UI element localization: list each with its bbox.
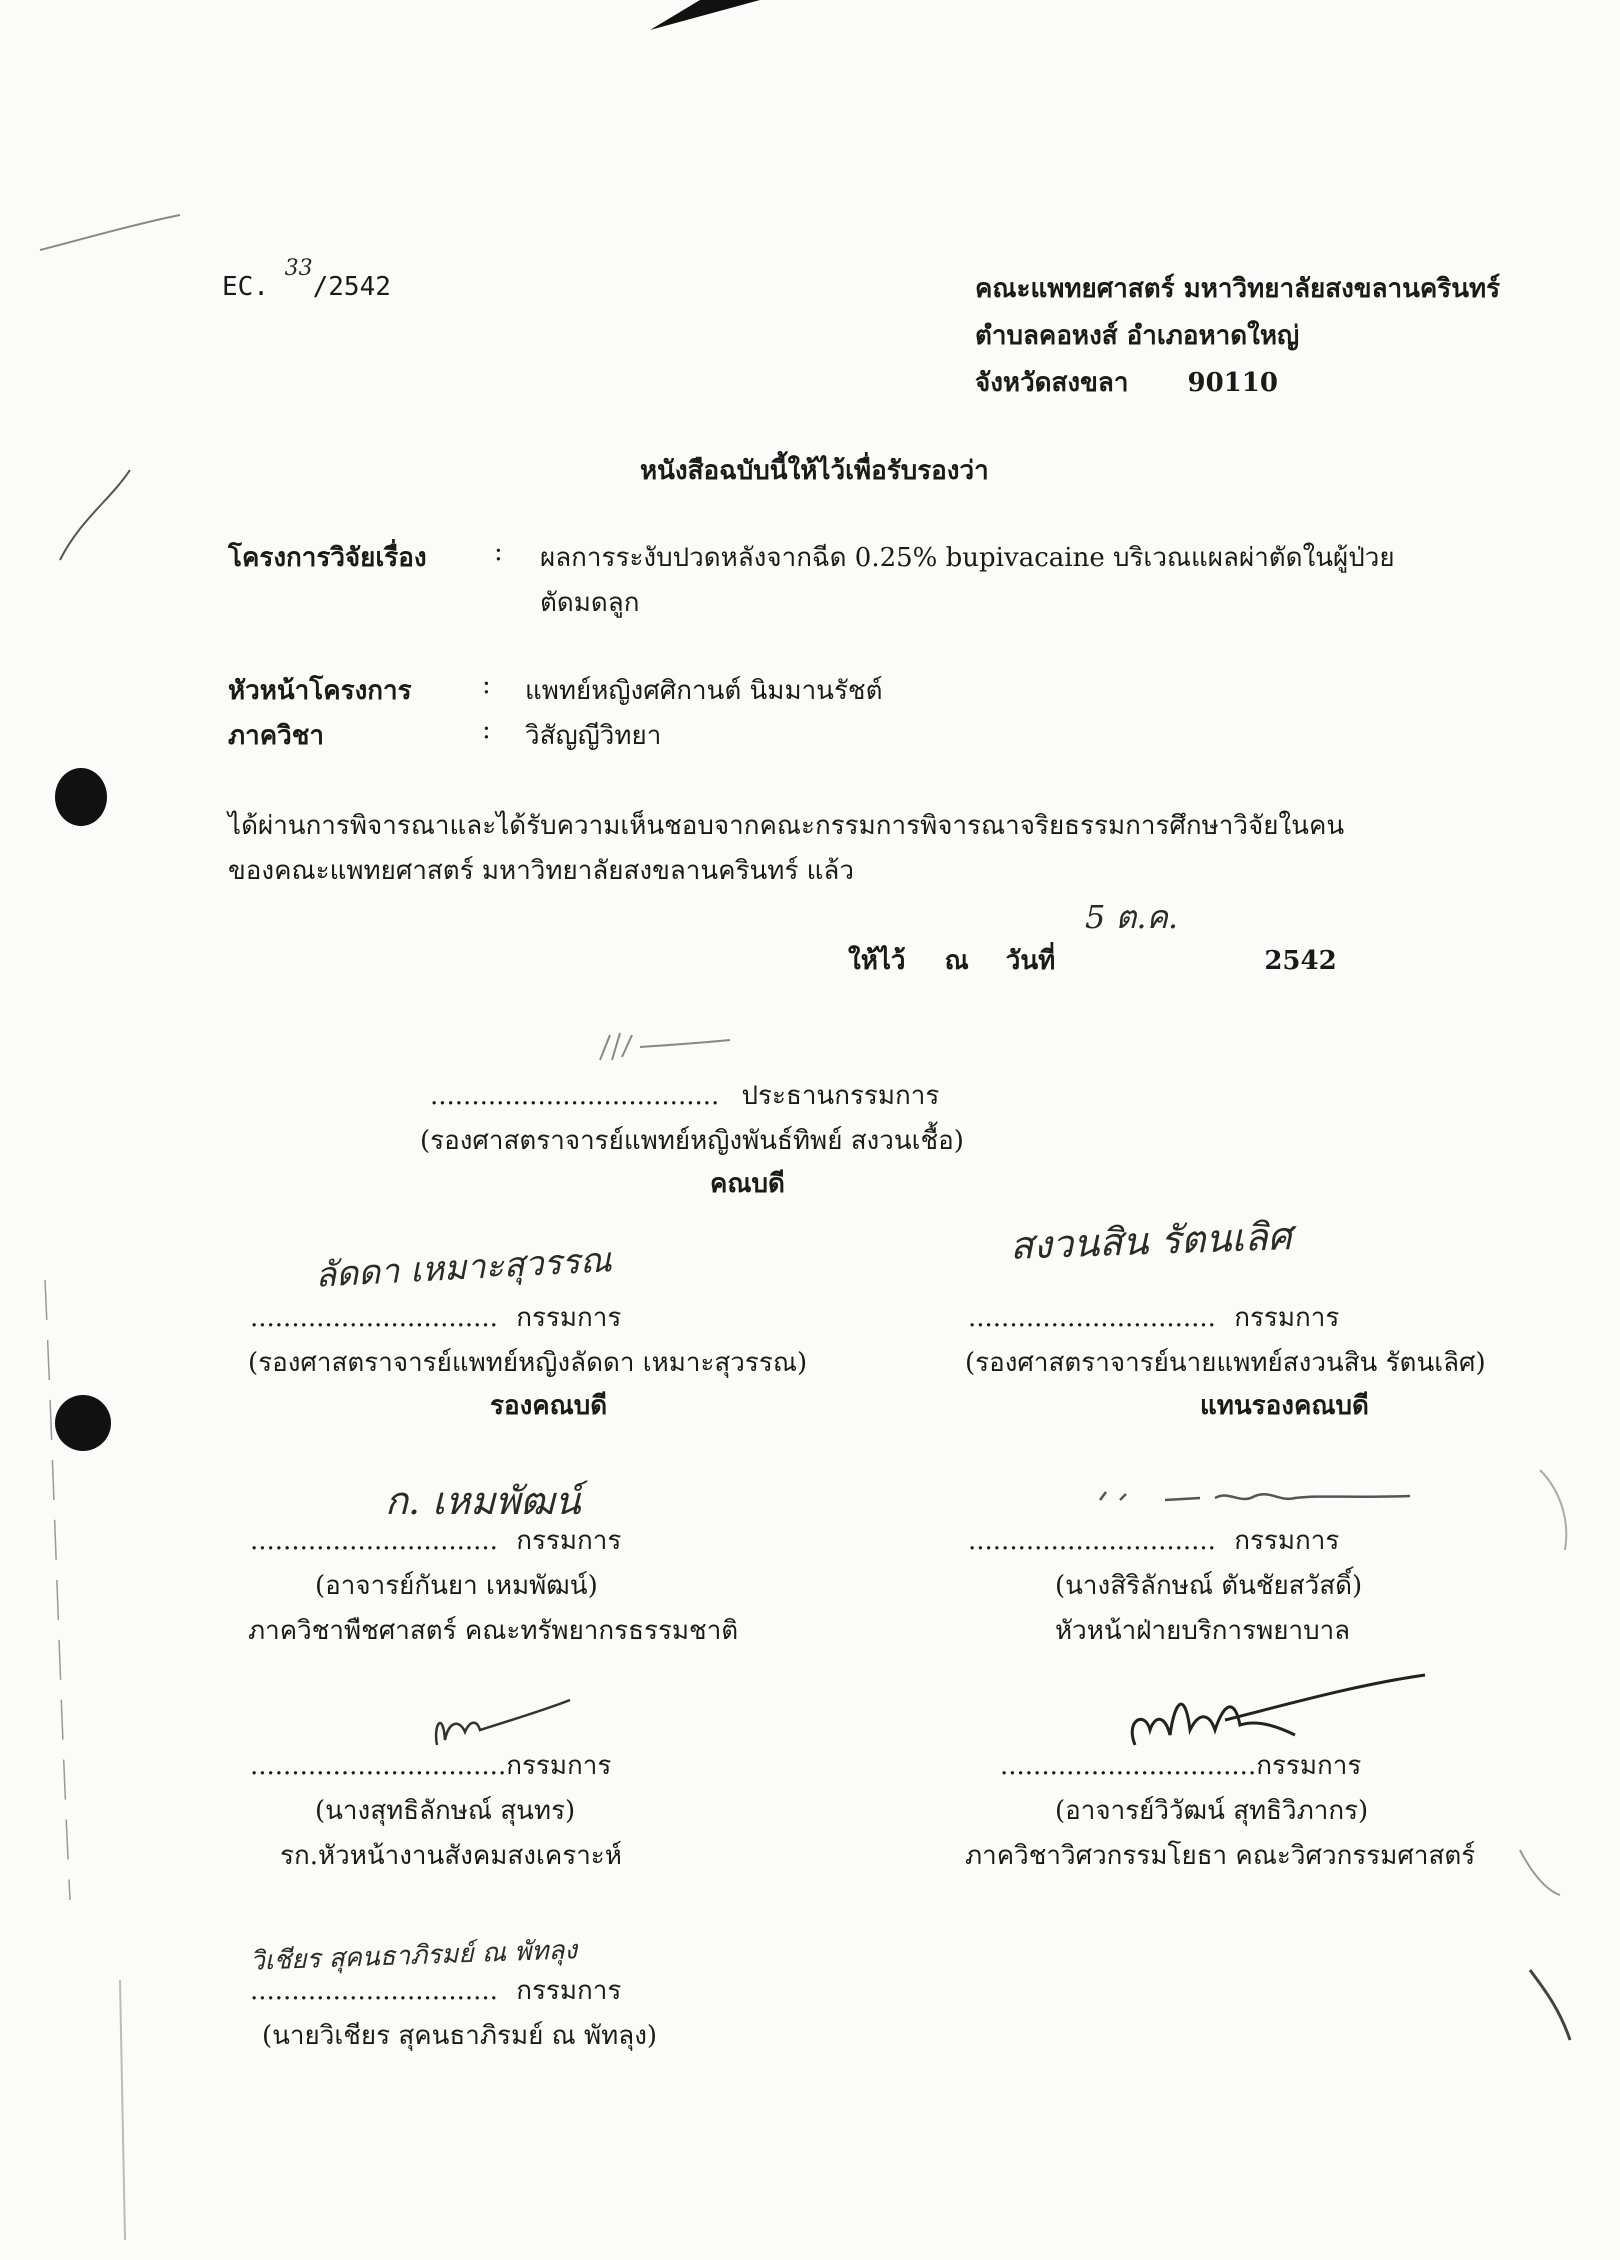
member-3-role: กรรมการ [516,1526,622,1556]
field-label-project: โครงการวิจัยเรื่อง [228,543,427,573]
member-5-dots: ............................... [250,1751,507,1781]
signature-wichian: วิเชียร สุคนธาภิรมย์ ณ พัทลุง [249,1935,578,1977]
signature-sirilak [1090,1470,1420,1520]
province: จังหวัดสงขลา [975,368,1129,398]
field-colon-head: : [482,670,491,700]
ec-prefix: EC. [222,272,269,302]
member-4-position: หัวหน้าฝ่ายบริการพยาบาล [1055,1616,1351,1646]
hole-punch-top [55,768,107,826]
member-2-position: แทนรองคณบดี [1200,1391,1369,1421]
member-3-name: (อาจารย์กันยา เหมพัฒน์) [315,1571,598,1601]
signature-sanguansin: สงวนสิน รัตนเลิศ [1009,1214,1293,1268]
member-5-line [250,1745,611,1786]
member-6-dots: ............................... [1000,1751,1257,1781]
member-7-role: กรรมการ [516,1976,622,2006]
date-year: 2542 [1264,946,1337,976]
date-handwritten: 5 ต.ค. [1085,898,1179,936]
member-2-dots: .............................. [968,1303,1216,1333]
member-1-line [250,1297,621,1338]
field-colon-department: : [482,715,491,745]
member-1-dots: .............................. [250,1303,498,1333]
address-line1: คณะแพทยศาสตร์ มหาวิทยาลัยสงขลานครินทร์ [975,274,1501,304]
date-label-at: ณ [944,946,969,976]
chair-position: คณบดี [710,1169,785,1199]
member-6-line [1000,1745,1361,1786]
chair-signature-line [430,1075,939,1116]
field-value-department: วิสัญญีวิทยา [525,721,662,751]
signature-ladda: ลัดดา เหมาะสุวรรณ [314,1240,613,1296]
member-6-role: กรรมการ [1256,1751,1362,1781]
member-6-position: ภาควิชาวิศวกรรมโยธา คณะวิศวกรรมศาสตร์ [965,1841,1476,1871]
member-4-dots: .............................. [968,1526,1216,1556]
chair-dots: ................................... [430,1081,720,1111]
member-7-dots: .............................. [250,1976,498,2006]
member-4-role: กรรมการ [1234,1526,1340,1556]
address-line2: ตำบลคอหงส์ อำเภอหาดใหญ่ [975,321,1300,351]
field-value-head: แพทย์หญิงศศิกานต์ นิมมานรัชต์ [525,676,883,706]
member-5-name: (นางสุทธิลักษณ์ สุนทร) [315,1796,576,1826]
date-line [848,940,1337,981]
chair-name: (รองศาสตราจารย์แพทย์หญิงพันธ์ทิพย์ สงวนเชื้อ) [420,1126,964,1156]
statement-line1: ได้ผ่านการพิจารณาและได้รับความเห็นชอบจากคณะกรรมการพิจารณาจริยธรรมการศึกษาวิจัยในคน [228,811,1345,841]
field-colon-project: : [494,537,503,567]
ec-handwritten-number: 33 [284,256,313,281]
chair-signature [590,1015,750,1075]
member-4-line [968,1520,1339,1561]
member-5-position: รก.หัวหน้างานสังคมสงเคราะห์ [280,1841,622,1871]
signature-kanya: ก. เหมพัฒน์ [385,1479,581,1523]
member-4-name: (นางสิริลักษณ์ ตันชัยสวัสดิ์) [1055,1571,1363,1601]
statement-line2: ของคณะแพทยศาสตร์ มหาวิทยาลัยสงขลานครินทร์ แล้ว [228,856,854,886]
date-label-given: ให้ไว้ [848,946,906,976]
field-value-project-cont: ตัดมดลูก [540,588,640,618]
member-3-dots: .............................. [250,1526,498,1556]
member-1-position: รองคณบดี [490,1391,608,1421]
member-1-name: (รองศาสตราจารย์แพทย์หญิงลัดดา เหมาะสุวรรณ) [248,1348,808,1378]
ec-suffix: /2542 [312,272,391,302]
field-label-department: ภาควิชา [228,721,324,751]
member-6-name: (อาจารย์วิวัฒน์ สุทธิวิภากร) [1055,1796,1369,1826]
member-2-line [968,1297,1339,1338]
ec-number [222,256,391,302]
chair-role: ประธานกรรมการ [741,1081,940,1111]
member-2-role: กรรมการ [1234,1303,1340,1333]
hole-punch-bottom [55,1395,111,1451]
member-3-line [250,1520,621,1561]
member-7-name: (นายวิเชียร สุคนธาภิรมย์ ณ พัทลุง) [262,2021,658,2051]
field-label-head: หัวหน้าโครงการ [228,676,412,706]
field-value-project: ผลการระงับปวดหลังจากฉีด 0.25% bupivacaine บริเวณแผลผ่าตัดในผู้ป่วย [540,543,1395,573]
member-1-role: กรรมการ [516,1303,622,1333]
member-7-line [250,1970,621,2011]
member-5-role: กรรมการ [506,1751,612,1781]
date-label-day: วันที่ [1005,946,1056,976]
member-2-name: (รองศาสตราจารย์นายแพทย์สงวนสิน รัตนเลิศ) [965,1348,1486,1378]
member-3-position: ภาควิชาพืชศาสตร์ คณะทรัพยากรธรรมชาติ [248,1616,739,1646]
address-line3 [975,362,1278,403]
postcode: 90110 [1187,368,1278,398]
document-title: หนังสือฉบับนี้ให้ไว้เพื่อรับรองว่า [640,456,989,486]
